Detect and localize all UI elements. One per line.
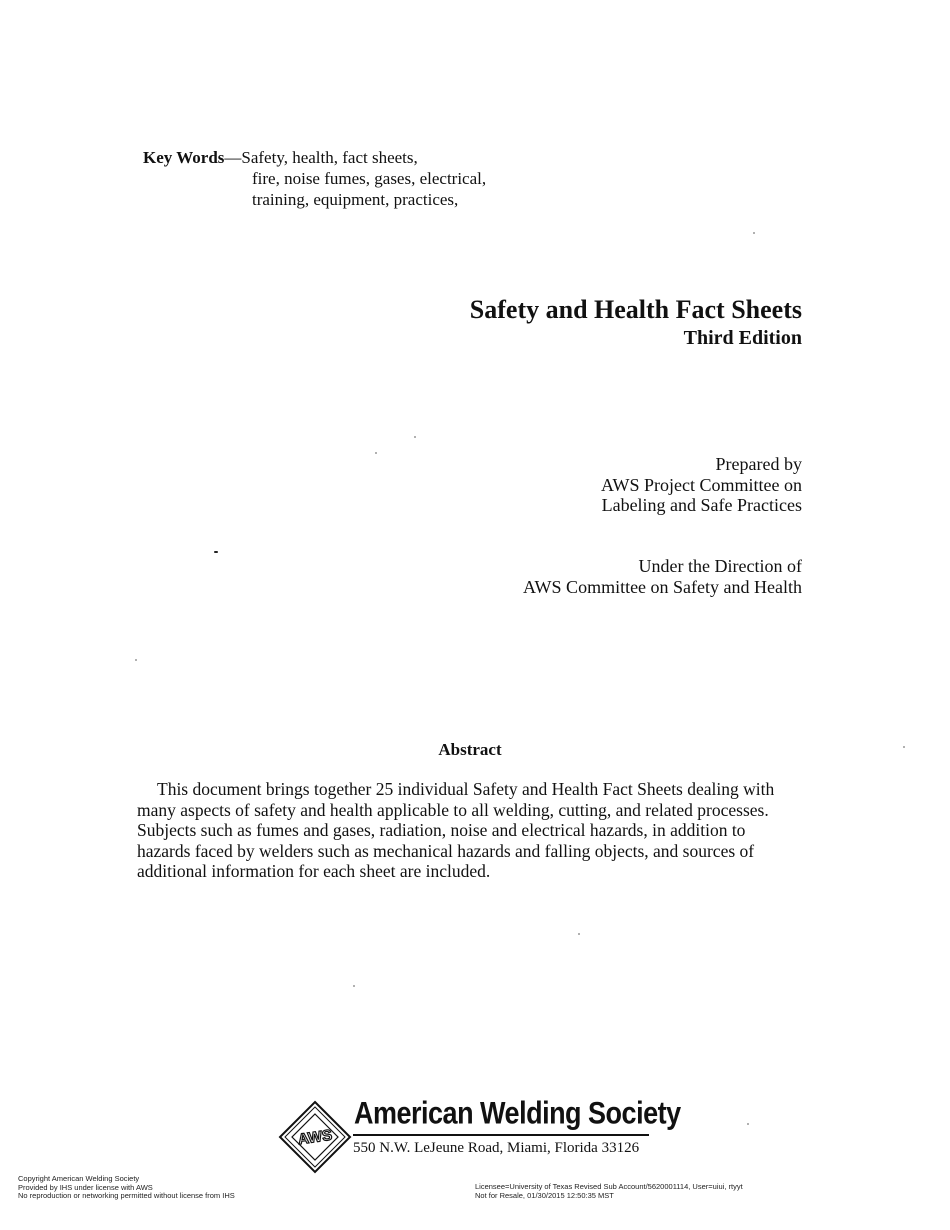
logo-rule	[353, 1134, 649, 1136]
document-title: Safety and Health Fact Sheets	[469, 295, 802, 324]
society-address: 550 N.W. LeJeune Road, Miami, Florida 33126	[353, 1140, 640, 1156]
direction-committee: AWS Committee on Safety and Health	[523, 576, 802, 597]
aws-logo-icon	[278, 1100, 352, 1174]
prepared-by-label: Prepared by	[715, 454, 802, 474]
legal-right	[475, 1183, 743, 1200]
direction-block	[523, 556, 802, 597]
scan-speck	[135, 659, 137, 661]
legal-right-line-2: Not for Resale, 01/30/2015 12:50:35 MST	[475, 1190, 614, 1200]
legal-left	[18, 1175, 235, 1201]
abstract-heading: Abstract	[438, 740, 502, 759]
keywords-line-1	[143, 147, 486, 168]
keywords-text-1: Safety, health, fact sheets,	[241, 148, 418, 167]
scan-speck	[353, 985, 355, 987]
legal-left-line-2: Provided by IHS under license with AWS	[18, 1182, 153, 1192]
scan-speck	[414, 436, 416, 438]
direction-label: Under the Direction of	[638, 556, 802, 576]
keywords-label: Key Words	[143, 148, 225, 167]
keywords-block	[143, 147, 486, 210]
keywords-dash: —	[224, 148, 242, 167]
scan-speck	[578, 933, 580, 935]
keywords-line-2: fire, noise fumes, gases, electrical,	[252, 169, 487, 188]
scan-speck	[753, 232, 755, 234]
legal-left-line-3: No reproduction or networking permitted without license from IHS	[18, 1191, 235, 1200]
legal-right-line-1: Licensee=University of Texas Revised Sub Account/5620001114, User=uiui, rtyyt	[475, 1182, 743, 1191]
scan-speck	[903, 746, 905, 748]
keywords-line-3: training, equipment, practices,	[252, 190, 459, 209]
prepared-by-committee: AWS Project Committee on	[600, 474, 802, 495]
title-block	[470, 294, 802, 350]
scan-speck	[375, 452, 377, 454]
scan-speck	[747, 1123, 749, 1125]
prepared-by-committee-name: Labeling and Safe Practices	[601, 495, 802, 515]
document-edition: Third Edition	[683, 327, 802, 349]
prepared-by-block	[601, 454, 802, 516]
legal-left-line-1: Copyright American Welding Society	[18, 1174, 140, 1183]
abstract-body: This document brings together 25 individual Safety and Health Fact Sheets dealing with many aspects of safety and health applicable to all welding, cutting, and related processes. Subjects such as fumes and gases, radiation, noise and electrical hazards, in addition to hazards faced by welders such as mechanical hazards and falling objects, and sources of additional information for each sheet are included.	[137, 779, 775, 881]
society-name: American Welding Society	[354, 1095, 681, 1131]
scan-speck	[214, 551, 218, 553]
aws-logo-text: AWS	[296, 1126, 334, 1149]
